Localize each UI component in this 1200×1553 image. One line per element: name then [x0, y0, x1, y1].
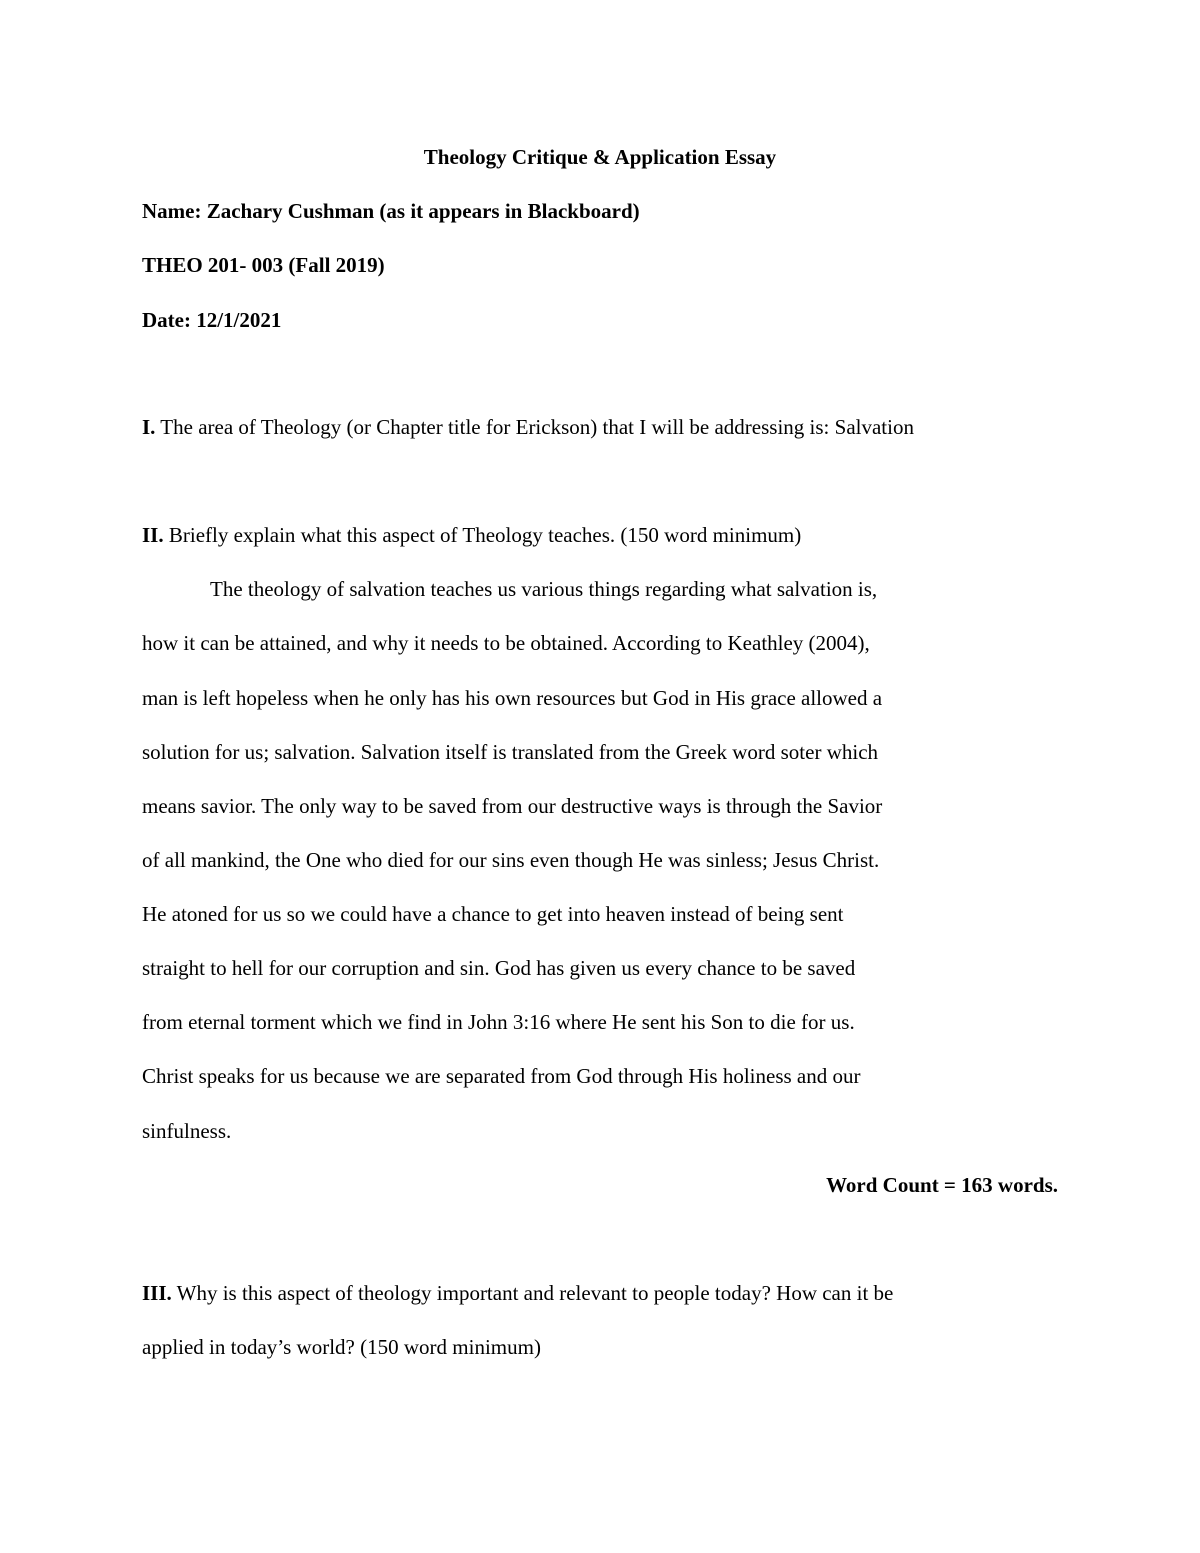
word-count: Word Count = 163 words. [826, 1173, 1058, 1197]
date-line: Date: 12/1/2021 [142, 308, 282, 332]
body-line: how it can be attained, and why it needs to be obtained. According to Keathley (2004), [142, 631, 870, 655]
section-1-heading [142, 414, 914, 440]
body-line: The theology of salvation teaches us various things regarding what salvation is, [210, 577, 878, 601]
body-line: He atoned for us so we could have a chance to get into heaven instead of being sent [142, 902, 844, 926]
body-line: means savior. The only way to be saved from our destructive ways is through the Savior [142, 794, 883, 818]
body-line: sinfulness. [142, 1119, 232, 1143]
section-3-numeral: III. [142, 1281, 172, 1305]
section-2-prompt: Briefly explain what this aspect of Theology teaches. (150 word minimum) [163, 523, 802, 547]
body-line: of all mankind, the One who died for our sins even though He was sinless; Jesus Christ. [142, 848, 880, 872]
section-3-heading [142, 1280, 893, 1306]
section-3-prompt-continued: applied in today’s world? (150 word minimum) [142, 1335, 541, 1359]
document-title: Theology Critique & Application Essay [423, 145, 777, 169]
student-name: Name: Zachary Cushman (as it appears in Blackboard) [142, 199, 640, 223]
section-1-text: The area of Theology (or Chapter title for Erickson) that I will be addressing is: Salvation [155, 415, 914, 439]
body-line: Christ speaks for us because we are separated from God through His holiness and our [142, 1064, 861, 1088]
body-line: man is left hopeless when he only has his own resources but God in His grace allowed a [142, 686, 883, 710]
section-1-numeral: I. [142, 415, 156, 439]
body-line: solution for us; salvation. Salvation itself is translated from the Greek word soter which [142, 740, 879, 764]
body-line: straight to hell for our corruption and sin. God has given us every chance to be saved [142, 956, 856, 980]
section-2-heading [142, 522, 801, 548]
body-line: from eternal torment which we find in John 3:16 where He sent his Son to die for us. [142, 1010, 855, 1034]
course-info: THEO 201- 003 (Fall 2019) [142, 253, 385, 277]
section-2-numeral: II. [142, 523, 164, 547]
section-3-prompt: Why is this aspect of theology important and relevant to people today? How can it be [171, 1281, 894, 1305]
